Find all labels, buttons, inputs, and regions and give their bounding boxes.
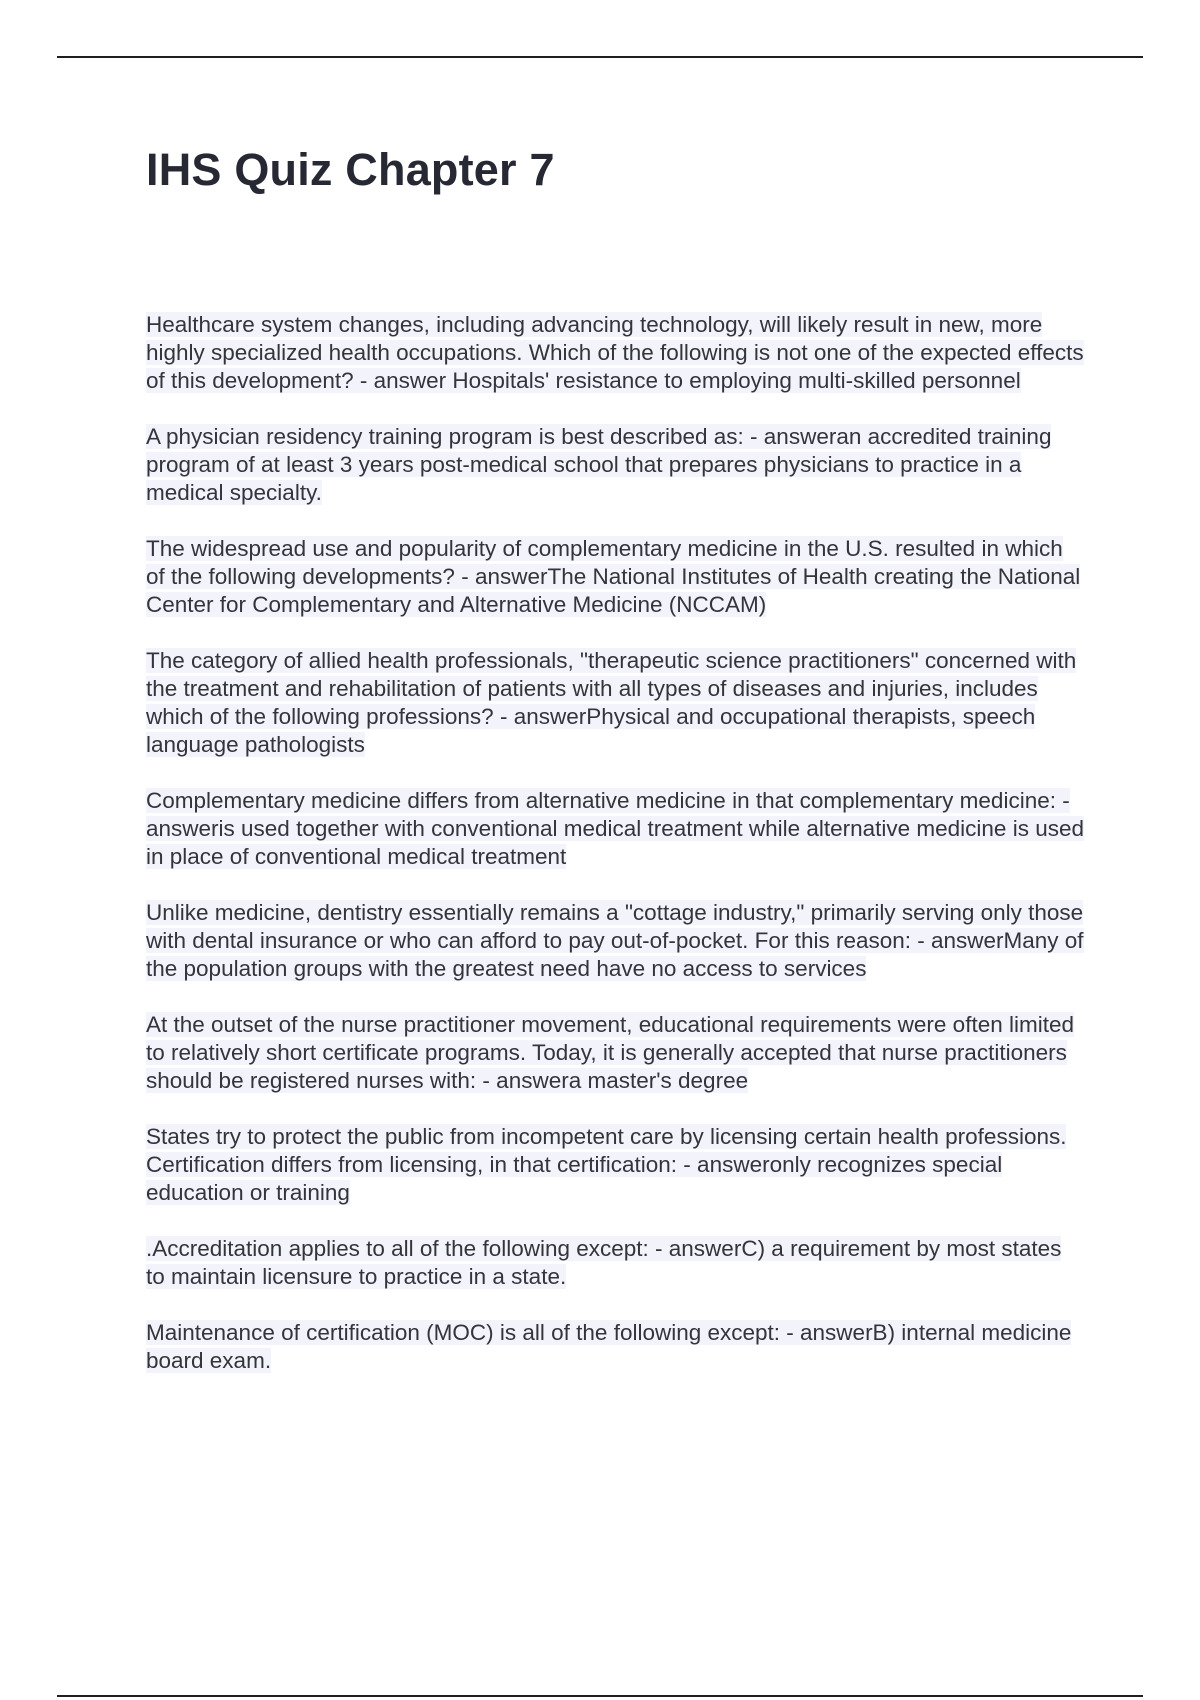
- qa-item-text: Complementary medicine differs from alternative medicine in that complementary medicine: - answeris used together with conventional medical treatment while alternative medicine is used in place of conventional medical treatment: [146, 788, 1084, 869]
- qa-item-text: At the outset of the nurse practitioner movement, educational requirements were often limited to relatively short certificate programs. Today, it is generally accepted that nurse practitioners should be registered nurses with: - answera master's degree: [146, 1012, 1074, 1093]
- qa-item: [146, 899, 1084, 983]
- qa-item-text: Unlike medicine, dentistry essentially remains a "cottage industry," primarily serving only those with dental insurance or who can afford to pay out-of-pocket. For this reason: - answerMany of the population groups with the greatest need have no access to services: [146, 900, 1084, 981]
- qa-item-text: .Accreditation applies to all of the following except: - answerC) a requirement by most states to maintain licensure to practice in a state.: [146, 1236, 1062, 1289]
- bottom-rule: [57, 1695, 1143, 1697]
- qa-item: [146, 535, 1084, 619]
- qa-list: [146, 311, 1084, 1403]
- qa-item: [146, 1011, 1084, 1095]
- qa-item: [146, 787, 1084, 871]
- qa-item-text: Maintenance of certification (MOC) is all of the following except: - answerB) internal medicine board exam.: [146, 1320, 1072, 1373]
- qa-item-text: The widespread use and popularity of complementary medicine in the U.S. resulted in which of the following developments? - answerThe National Institutes of Health creating the National Center for Complementary and Alternative Medicine (NCCAM): [146, 536, 1081, 617]
- qa-item-text: States try to protect the public from incompetent care by licensing certain health professions. Certification differs from licensing, in that certification: - answeronly recognizes special education or training: [146, 1124, 1067, 1205]
- qa-item: [146, 423, 1084, 507]
- page-title: IHS Quiz Chapter 7: [146, 144, 555, 195]
- qa-item: [146, 1235, 1084, 1291]
- qa-item: [146, 1319, 1084, 1375]
- qa-item: [146, 311, 1084, 395]
- qa-item: [146, 647, 1084, 759]
- qa-item: [146, 1123, 1084, 1207]
- qa-item-text: The category of allied health professionals, "therapeutic science practitioners" concerned with the treatment and rehabilitation of patients with all types of diseases and injuries, includes which of the following professions? - answerPhysical and occupational therapists, speech language pathologists: [146, 648, 1077, 757]
- top-rule: [57, 56, 1143, 58]
- qa-item-text: Healthcare system changes, including advancing technology, will likely result in new, more highly specialized health occupations. Which of the following is not one of the expected effects of this development? - answer Hospitals' resistance to employing multi-skilled personnel: [146, 312, 1084, 393]
- qa-item-text: A physician residency training program is best described as: - answeran accredited training program of at least 3 years post-medical school that prepares physicians to practice in a medical specialty.: [146, 424, 1052, 505]
